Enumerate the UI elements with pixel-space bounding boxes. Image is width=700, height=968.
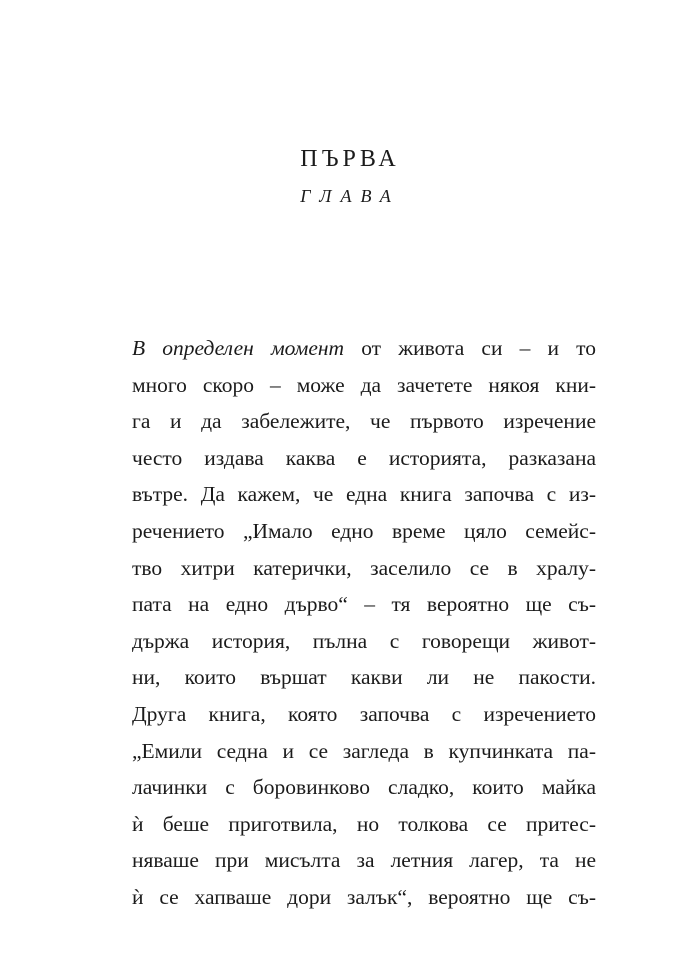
chapter-word: ГЛАВА [300, 186, 400, 206]
paragraph-line: Друга книга, която започва с изречението [132, 701, 596, 726]
paragraph-line: речението „Имало едно време цяло семейс- [132, 518, 596, 543]
paragraph-line: държа история, пълна с говорещи живот- [132, 628, 596, 653]
paragraph-line: вътре. Да кажем, че една книга започва с из- [132, 482, 596, 507]
opening-italic-phrase: В определен момент [132, 336, 345, 360]
paragraph-line: лачинки с боровинково сладко, които майка [132, 775, 596, 800]
paragraph-line: ѝ беше приготвила, но толкова се притес- [132, 811, 596, 836]
paragraph-line: ѝ се хапваше дори залък“, вероятно ще съ- [132, 884, 596, 909]
paragraph-line: пата на едно дърво“ – тя вероятно ще съ- [132, 592, 596, 617]
paragraph-line: няваше при мисълта за летния лагер, та не [132, 848, 596, 873]
paragraph-line: ни, които вършат какви ли не пакости. [132, 665, 596, 690]
chapter-paragraph [132, 330, 596, 916]
paragraph-line: много скоро – може да зачетете някоя кни- [132, 372, 596, 397]
paragraph-line [132, 330, 596, 367]
paragraph-line: га и да забележите, че първото изречение [132, 409, 596, 434]
chapter-number: ПЪРВА [300, 146, 400, 172]
line-text: от живота си – и то [344, 336, 597, 360]
paragraph-line: „Емили седна и се загледа в купчинката па- [132, 738, 596, 763]
paragraph-line: често издава каква е историята, разказана [132, 445, 596, 470]
paragraph-line: тво хитри катерички, заселило се в хралу- [132, 555, 596, 580]
